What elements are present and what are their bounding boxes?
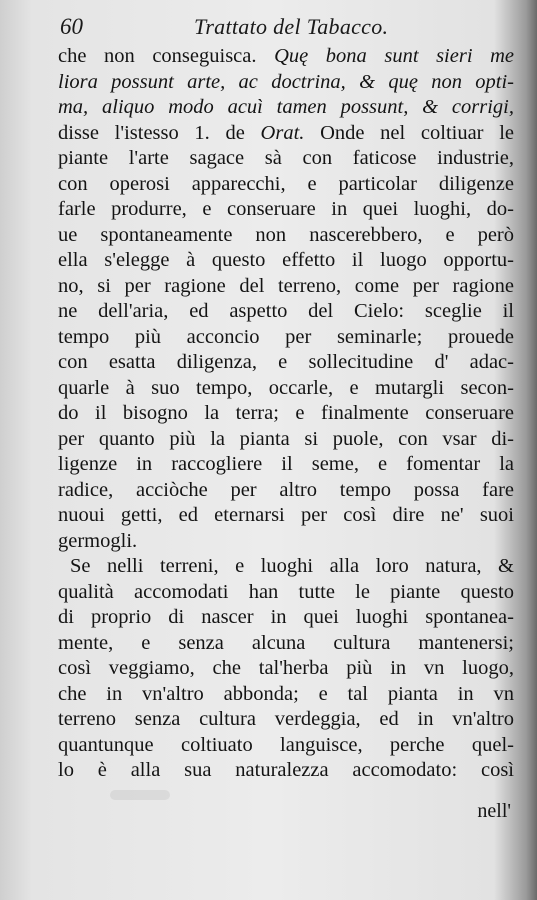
text-line: che in vn'altro abbonda; e tal pianta in vn <box>58 682 514 705</box>
text-line: do il bisogno la terra; e finalmente conseruare <box>58 402 514 424</box>
text-line <box>58 95 514 121</box>
ink-smudge <box>110 790 170 800</box>
text-line: di proprio di nascer in quei luoghi spontanea- <box>58 606 514 628</box>
text-line: terreno senza cultura verdeggia, ed in vn'altro <box>58 708 514 730</box>
text-line <box>58 70 514 96</box>
text-line: quarle à suo tempo, occarle, e mutargli secon- <box>58 376 514 399</box>
italic-span: Quę bona sunt sieri me <box>274 45 514 67</box>
text-line: così veggiamo, che tal'herba più in vn luogo, <box>58 657 514 679</box>
text-line: Se nelli terreni, e luoghi alla loro natura, & <box>70 555 514 577</box>
body-text <box>58 44 514 784</box>
text-line: farle produrre, e conseruare in quei luoghi, do- <box>58 198 514 220</box>
text-line <box>58 44 514 70</box>
page-header <box>60 14 500 40</box>
roman-span: che non conseguisca. <box>58 45 275 67</box>
text-line: piante l'arte sagace sà con faticose industrie, <box>58 147 514 169</box>
text-line: lo è alla sua naturalezza accomodato: così <box>58 759 514 781</box>
roman-span: Onde nel coltiuar le <box>304 121 514 144</box>
text-line: ella s'elegge à questo effetto il luogo opportu- <box>58 249 514 271</box>
text-line: germogli. <box>58 529 138 552</box>
text-line: quantunque coltiuato languisce, perche quel- <box>58 733 514 756</box>
italic-span: liora possunt arte, ac doctrina, & quę non opti- <box>58 70 514 93</box>
page-number: 60 <box>60 14 83 39</box>
text-line: per quanto più la pianta si puole, con vsar di- <box>58 427 514 450</box>
catchword: nell' <box>477 800 511 822</box>
text-line: mente, e senza alcuna cultura mantenersi; <box>58 631 514 654</box>
text-line: no, si per ragione del terreno, come per ragione <box>58 274 514 297</box>
text-line: con esatta diligenza, e sollecitudine d' adac- <box>58 351 514 373</box>
text-line: radice, acciòche per altro tempo possa fare <box>58 478 514 501</box>
running-title: Trattato del Tabacco. <box>194 14 389 39</box>
text-line: ligenze in raccogliere il seme, e fomentar la <box>58 453 514 475</box>
text-line: ue spontaneamente non nascerebbero, e però <box>58 223 514 246</box>
text-line: ne dell'aria, ed aspetto del Cielo: sceglie il <box>58 300 514 322</box>
text-line: qualità accomodati han tutte le piante questo <box>58 580 514 603</box>
text-line: nuoui getti, ed eternarsi per così dire ne' suoi <box>58 504 514 526</box>
roman-span: disse l'istesso 1. de <box>58 121 261 144</box>
text-line: con operosi apparecchi, e particolar diligenze <box>58 172 514 195</box>
text-line: tempo più acconcio per seminarle; prouede <box>58 325 514 348</box>
text-line <box>58 121 514 147</box>
italic-span: Orat. <box>260 121 305 144</box>
italic-span: ma, aliquo modo acuì tamen possunt, & corrigi, <box>58 96 514 118</box>
